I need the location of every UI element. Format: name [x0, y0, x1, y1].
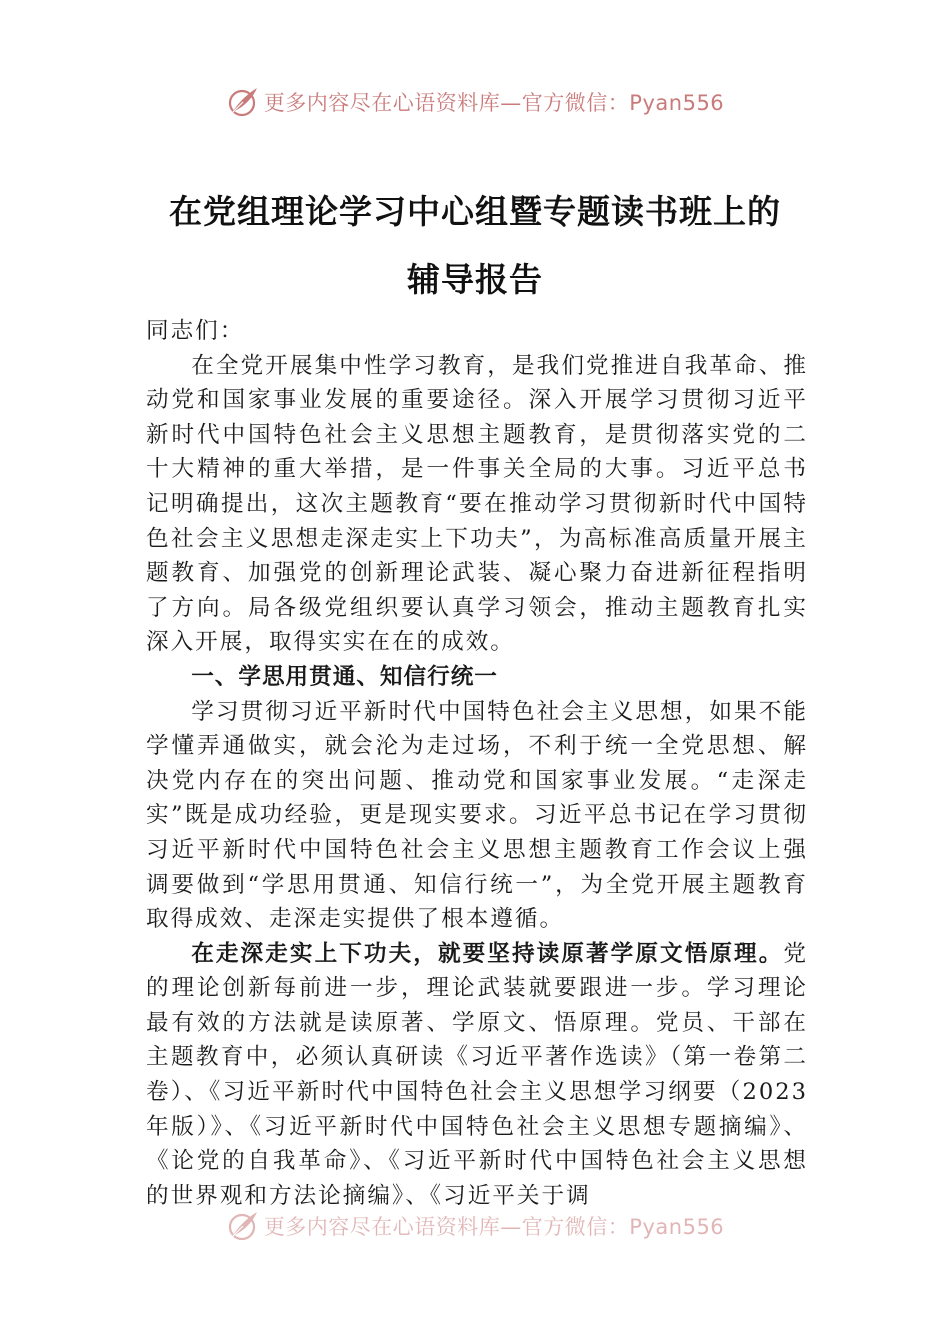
quill-logo-icon — [226, 85, 260, 119]
paragraph-intro: 在全党开展集中性学习教育，是我们党推进自我革命、推动党和国家事业发展的重要途径。深入开展学习贯彻习近平新时代中国特色社会主义思想主题教育，是贯彻落实党的二十大精神的重大举措，是一件事关全局的大事。习近平总书记明确提出，这次主题教育“要在推动学习贯彻新时代中国特色社会主义思想走深走实上下功夫”，为高标准高质量开展主题教育、加强党的创新理论武装、凝心聚力奋进新征程指明了方向。局各级党组织要认真学习领会，推动主题教育扎实深入开展，取得实实在在的成效。 — [146, 352, 808, 656]
watermark-text: 更多内容尽在心语资料库—官方微信：Pyan556 — [263, 91, 725, 115]
document-title-line-1: 在党组理论学习中心组暨专题读书班上的 — [169, 192, 781, 231]
paragraph-section-1: 学习贯彻习近平新时代中国特色社会主义思想，如果不能学懂弄通做实，就会沦为走过场，不利于统一全党思想、解决党内存在的突出问题、推动党和国家事业发展。“走深走实”既是成功经验，更是现实要求。习近平总书记在学习贯彻习近平新时代中国特色社会主义思想主题教育工作会议上强调要做到“学思用贯通、知信行统一”，为全党开展主题教育取得成效、走深走实提供了根本遵循。 — [146, 698, 808, 933]
paragraph-reading-originals — [146, 937, 808, 1214]
salutation: 同志们： — [146, 318, 245, 344]
section-heading-1: 一、学思用贯通、知信行统一 — [191, 663, 498, 690]
quill-logo-icon — [226, 1209, 260, 1243]
document-title-line-2: 辅导报告 — [407, 260, 543, 299]
paragraph-lead-sentence: 在走深走实上下功夫，就要坚持读原著学原文悟原理。 — [191, 940, 784, 967]
paragraph-reading-originals-text: 党的理论创新每前进一步，理论武装就要跟进一步。学习理论最有效的方法就是读原著、学原文、悟原理。党员、干部在主题教育中，必须认真研读《习近平著作选读》（第一卷第二卷）、《习近平新时代中国特色社会主义思想学习纲要（2023年版）》、《习近平新时代中国特色社会主义思想专题摘编》、《论党的自我革命》、《习近平新时代中国特色社会主义思想的世界观和方法论摘编》、《习近平关于调 — [146, 940, 808, 1209]
watermark-footer — [0, 1208, 950, 1244]
document-body — [146, 314, 808, 1213]
watermark-header — [0, 84, 950, 120]
watermark-text: 更多内容尽在心语资料库—官方微信：Pyan556 — [263, 1215, 725, 1239]
